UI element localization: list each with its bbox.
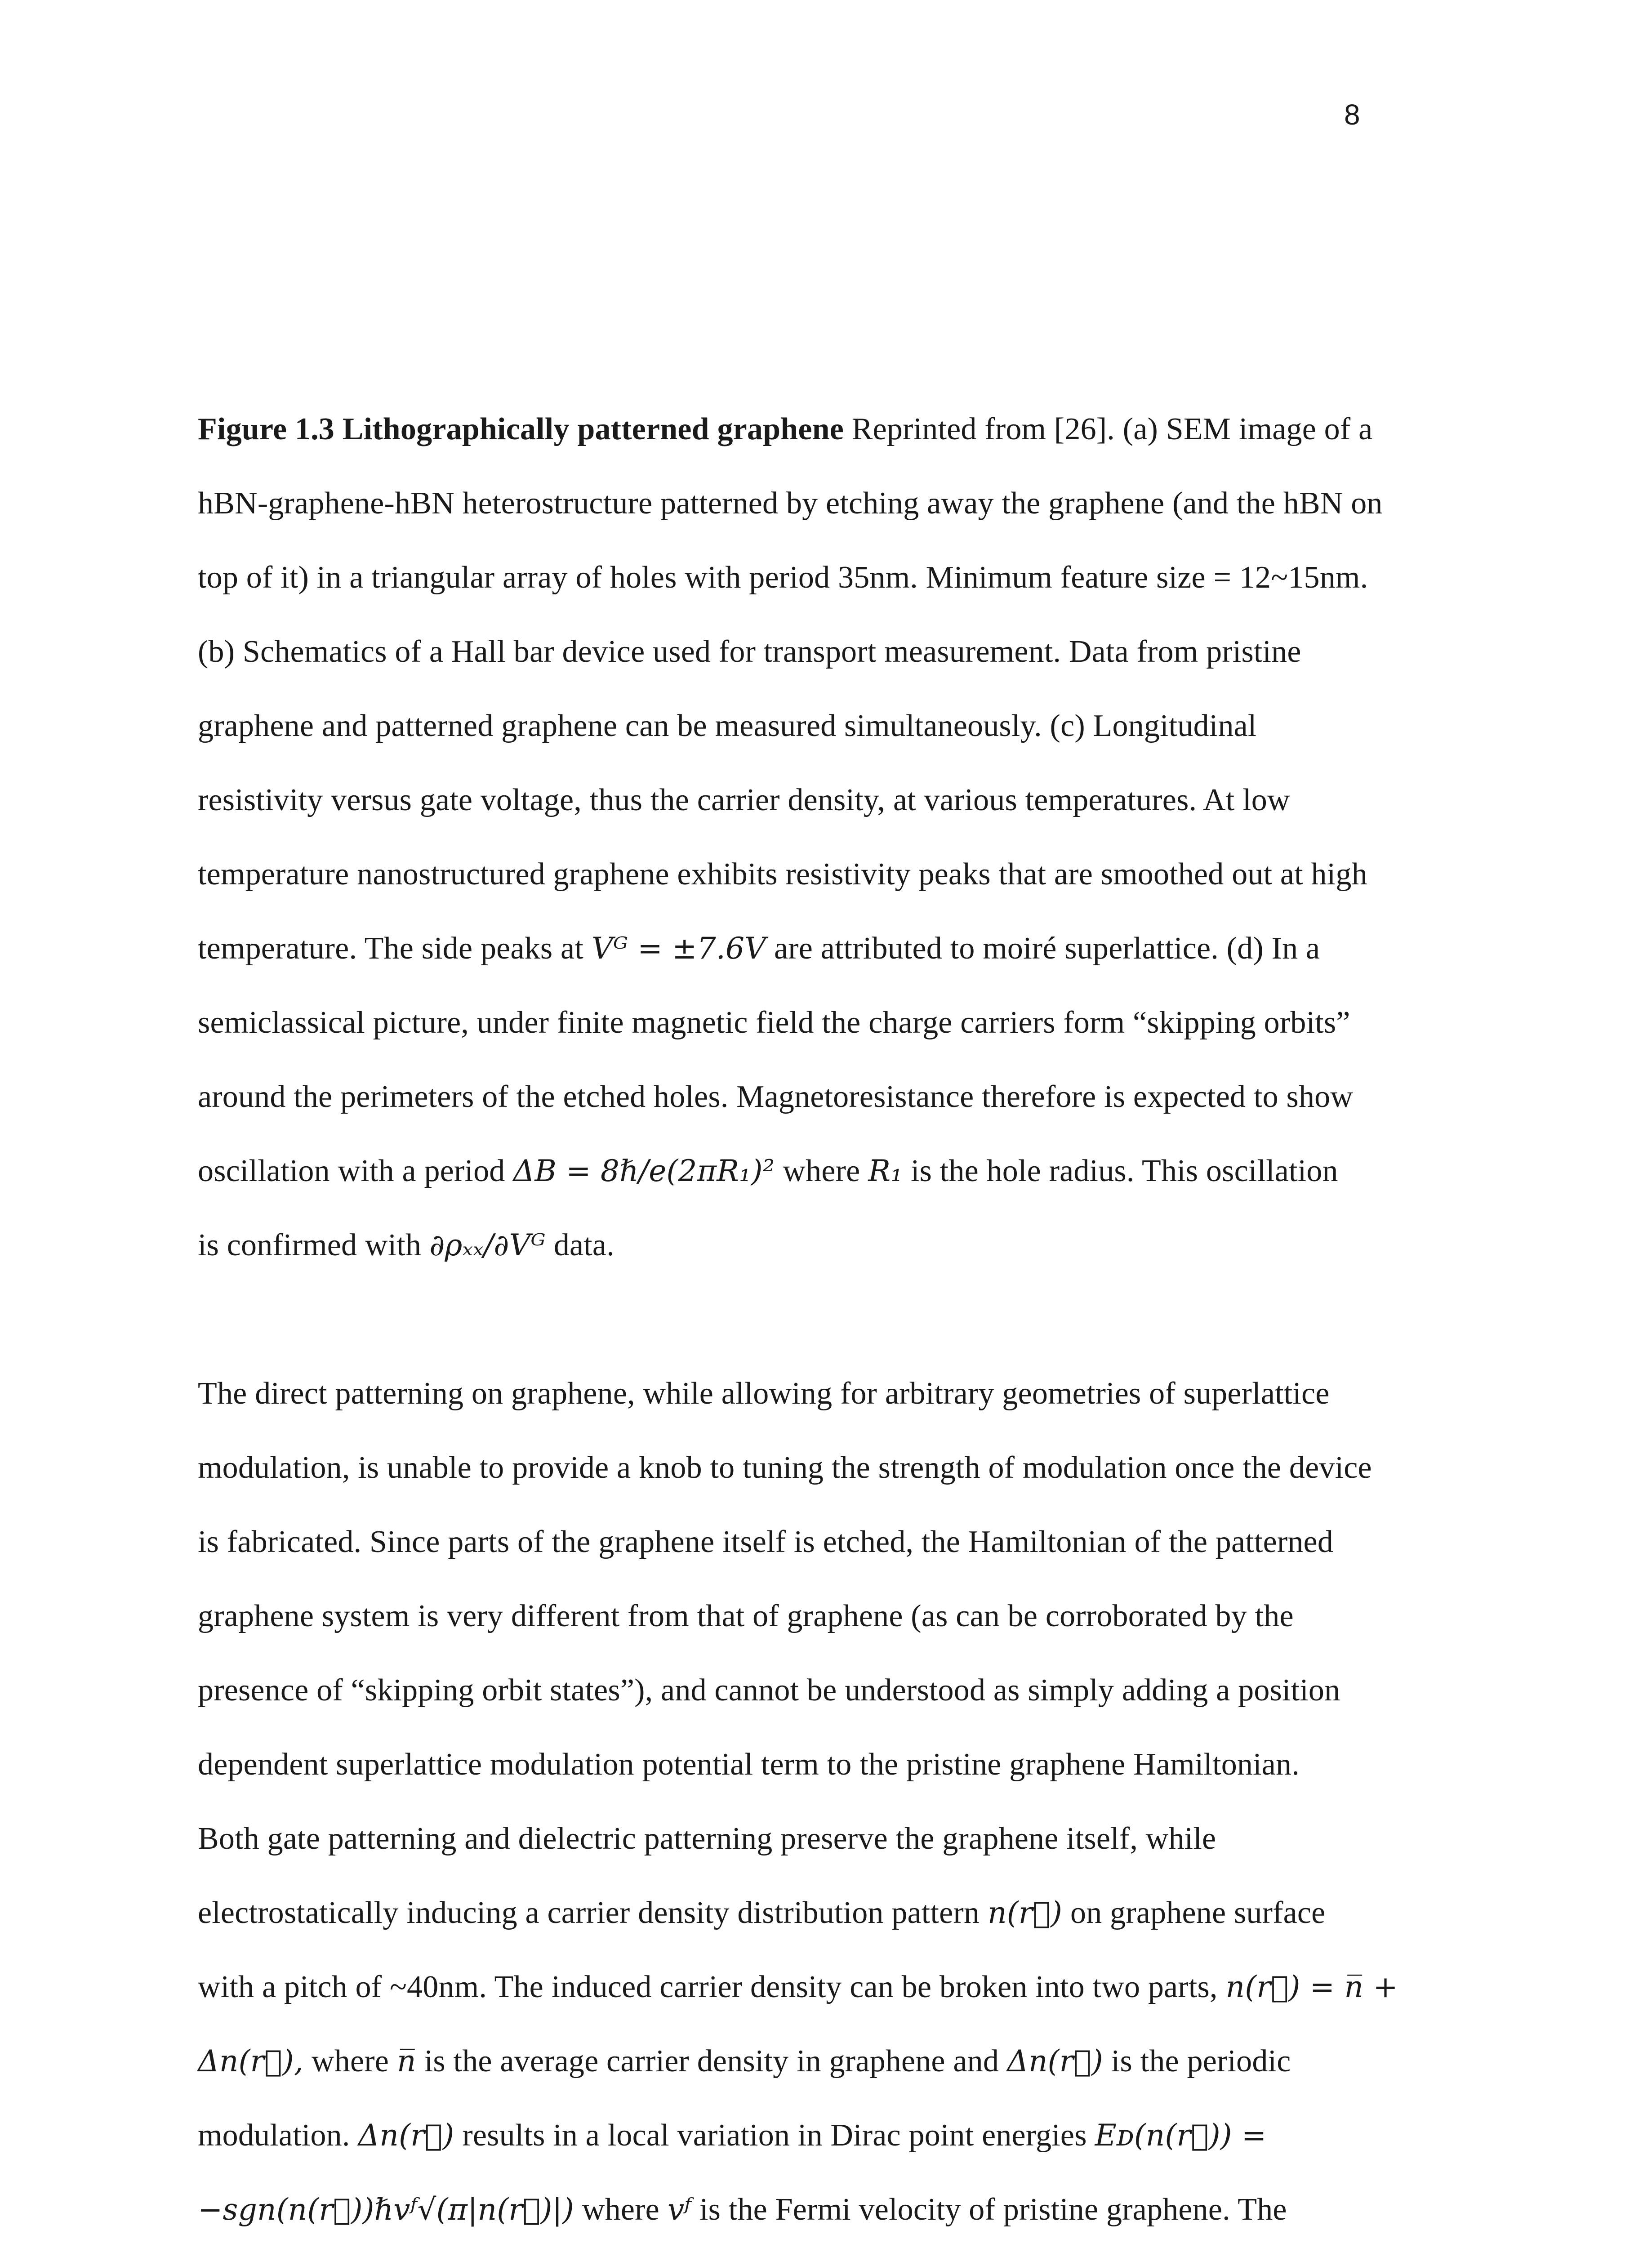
body-text: results in a local variation in Dirac point energies	[462, 2118, 1087, 2153]
caption-line: graphene and patterned graphene can be measured simultaneously. (c) Longitudinal	[198, 709, 1257, 743]
figure-label: Figure 1.3	[198, 412, 335, 446]
caption-line: resistivity versus gate voltage, thus the carrier density, at various temperatures. At low	[198, 783, 1290, 817]
caption-line	[198, 1225, 614, 1266]
body-text: modulation.	[198, 2118, 350, 2153]
equation-average-density: n̅	[397, 2044, 416, 2079]
body-line: The direct patterning on graphene, while allowing for arbitrary geometries of superlattice	[198, 1376, 1330, 1411]
equation-modulation: Δn(r⃗)	[1007, 2044, 1103, 2079]
body-text: electrostatically inducing a carrier density distribution pattern	[198, 1896, 980, 1930]
body-text: with a pitch of ~40nm. The induced carrier density can be broken into two parts,	[198, 1970, 1218, 2004]
body-line: modulation, is unable to provide a knob to tuning the strength of modulation once the device	[198, 1450, 1372, 1485]
caption-line	[198, 928, 1320, 969]
caption-text: Reprinted from [26]. (a) SEM image of a	[844, 412, 1373, 446]
equation-hole-radius: R₁	[868, 1154, 903, 1188]
caption-text: oscillation with a period	[198, 1154, 505, 1188]
body-line: presence of “skipping orbit states”), and cannot be understood as simply adding a position	[198, 1673, 1340, 1708]
equation-dirac-energy-rhs: −sgn(n(r⃗))ℏvᶠ√(π|n(r⃗)|)	[198, 2192, 574, 2227]
body-text: is the average carrier density in graphene and	[424, 2044, 999, 2079]
caption-line: hBN-graphene-hBN heterostructure patterned by etching away the graphene (and the hBN on	[198, 486, 1383, 521]
body-line: graphene system is very different from that of graphene (as can be corroborated by the	[198, 1599, 1294, 1633]
equation-modulation: Δn(r⃗),	[198, 2044, 304, 2079]
equation-fermi-velocity: vᶠ	[667, 2192, 691, 2227]
body-line	[198, 2041, 1291, 2082]
caption-text: where	[783, 1154, 860, 1188]
caption-text: is confirmed with	[198, 1228, 422, 1262]
equation-period: ΔB = 8ℏ/e(2πR₁)²	[513, 1154, 775, 1188]
caption-text: temperature. The side peaks at	[198, 931, 583, 966]
body-line: dependent superlattice modulation potential term to the pristine graphene Hamiltonian.	[198, 1747, 1300, 1782]
body-text: is the Fermi velocity of pristine graphene. The	[699, 2192, 1287, 2227]
caption-line: top of it) in a triangular array of holes with period 35nm. Minimum feature size = 12~15nm.	[198, 560, 1368, 595]
equation-density: n(r⃗)	[988, 1896, 1063, 1930]
caption-line	[198, 1151, 1338, 1191]
equation-derivative: ∂ρₓₓ/∂Vᴳ	[429, 1228, 546, 1262]
caption-line: semiclassical picture, under finite magnetic field the charge carriers form “skipping orbits”	[198, 1005, 1350, 1040]
caption-text: data.	[553, 1228, 614, 1262]
figure-title: Lithographically patterned graphene	[342, 412, 844, 446]
caption-line: around the perimeters of the etched holes. Magnetoresistance therefore is expected to show	[198, 1079, 1354, 1114]
caption-text: are attributed to moiré superlattice. (d) In a	[774, 931, 1320, 966]
body-line	[198, 1967, 1406, 2007]
equation-modulation: Δn(r⃗)	[358, 2118, 454, 2153]
body-line	[198, 2115, 1274, 2156]
caption-line: temperature nanostructured graphene exhibits resistivity peaks that are smoothed out at high	[198, 857, 1367, 892]
page-number: 8	[1344, 98, 1360, 131]
body-text: on graphene surface	[1070, 1896, 1326, 1930]
caption-text: is the hole radius. This oscillation	[910, 1154, 1338, 1188]
body-line	[198, 1893, 1325, 1933]
body-text: where	[582, 2192, 659, 2227]
equation-dirac-energy: Eᴅ(n(r⃗)) =	[1095, 2118, 1267, 2153]
caption-line	[198, 409, 1372, 450]
caption-line: (b) Schematics of a Hall bar device used for transport measurement. Data from pristine	[198, 634, 1301, 669]
equation-side-peaks: Vᴳ = ±7.6V	[591, 931, 766, 966]
equation-density-split: n(r⃗) = n̅ +	[1225, 1970, 1398, 2004]
body-text: is the periodic	[1111, 2044, 1291, 2079]
body-line	[198, 2190, 1287, 2230]
body-line: Both gate patterning and dielectric patterning preserve the graphene itself, while	[198, 1821, 1216, 1856]
body-line: is fabricated. Since parts of the graphene itself is etched, the Hamiltonian of the patterned	[198, 1525, 1334, 1559]
body-text: where	[312, 2044, 389, 2079]
